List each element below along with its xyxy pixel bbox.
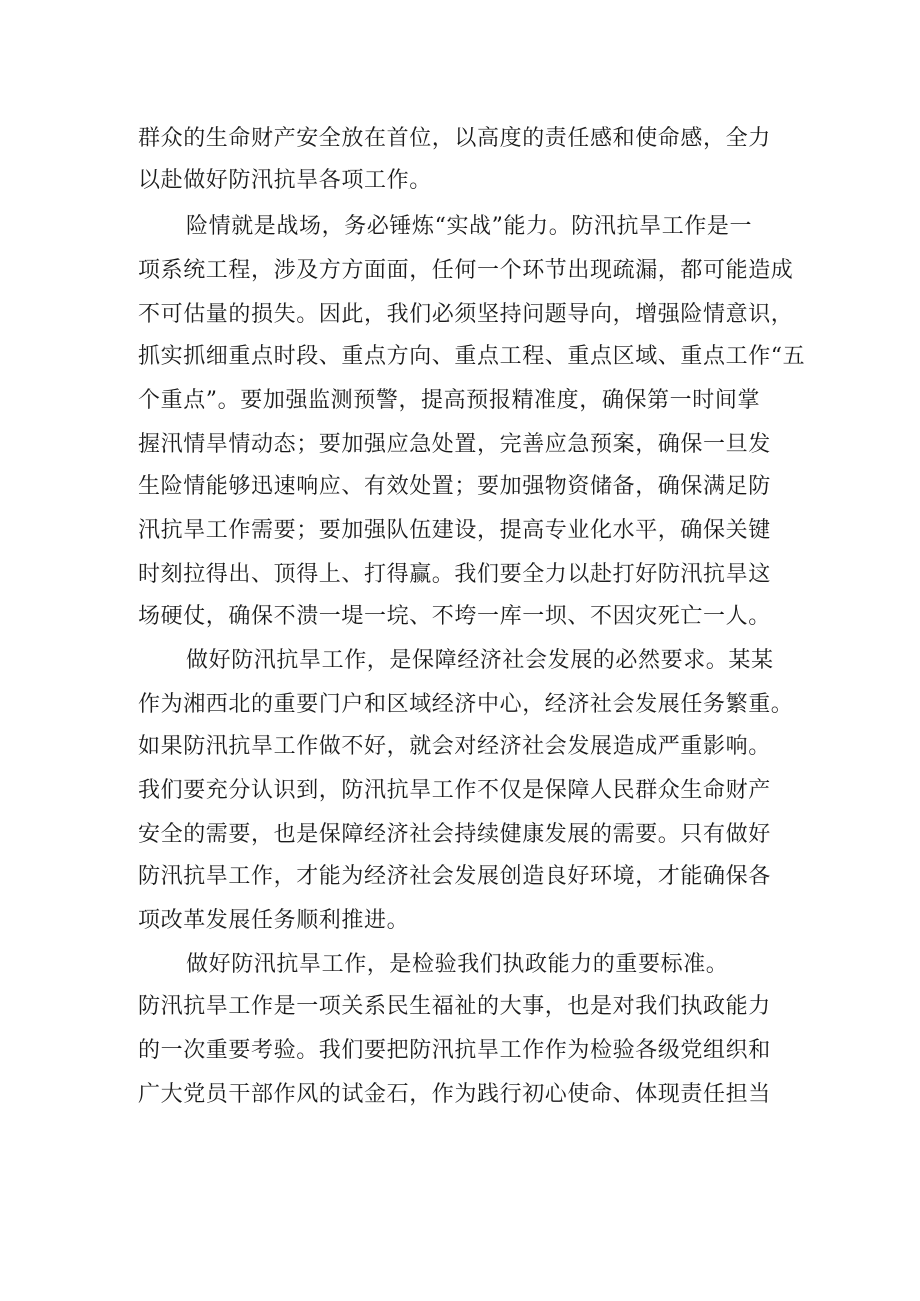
text-line-14: 作为湘西北的重要门户和区域经济中心，经济社会发展任务繁重。	[138, 692, 794, 717]
text-line-7: 个重点”。要加强监测预警，提高预报精准度，确保第一时间掌	[138, 388, 761, 413]
text-line-22: 的一次重要考验。我们要把防汛抗旱工作作为检验各级党组织和	[138, 1038, 771, 1063]
paragraph-first-line: 做好防汛抗旱工作，是检验我们执政能力的重要标准。	[186, 952, 729, 977]
text-line-12: 场硬仗，确保不溃一堤一垸、不垮一库一坝、不因灾死亡一人。	[138, 604, 771, 629]
text-line-18: 防汛抗旱工作，才能为经济社会发展创造良好环境，才能确保各	[138, 864, 771, 889]
text-line-16: 我们要充分认识到，防汛抗旱工作不仅是保障人民群众生命财产	[138, 778, 771, 803]
text-line-9: 生险情能够迅速响应、有效处置；要加强物资储备，确保满足防	[138, 474, 771, 499]
text-line-6: 抓实抓细重点时段、重点方向、重点工程、重点区域、重点工作“五	[138, 344, 806, 369]
text-line-1: 群众的生命财产安全放在首位，以高度的责任感和使命感，全力	[138, 126, 771, 151]
text-line-11: 时刻拉得出、顶得上、打得赢。我们要全力以赴打好防汛抗旱这	[138, 562, 771, 587]
text-line-15: 如果防汛抗旱工作做不好，就会对经济社会发展造成严重影响。	[138, 734, 771, 759]
text-line-21: 防汛抗旱工作是一项关系民生福祉的大事，也是对我们执政能力	[138, 994, 771, 1019]
text-line-2: 以赴做好防汛抗旱各项工作。	[138, 168, 432, 193]
text-line-19: 项改革发展任务顺利推进。	[138, 908, 410, 933]
paragraph-first-line: 险情就是战场，务必锤炼“实战”能力。防汛抗旱工作是一	[186, 214, 753, 239]
paragraph-first-line: 做好防汛抗旱工作，是保障经济社会发展的必然要求。某某	[186, 648, 774, 673]
text-line-10: 汛抗旱工作需要；要加强队伍建设，提高专业化水平，确保关键	[138, 518, 771, 543]
text-line-8: 握汛情旱情动态；要加强应急处置，完善应急预案，确保一旦发	[138, 432, 771, 457]
text-line-5: 不可估量的损失。因此，我们必须坚持问题导向，增强险情意识，	[138, 302, 794, 327]
text-line-4: 项系统工程，涉及方方面面，任何一个环节出现疏漏，都可能造成	[138, 258, 794, 283]
text-line-23: 广大党员干部作风的试金石，作为践行初心使命、体现责任担当	[138, 1082, 771, 1107]
text-line-17: 安全的需要，也是保障经济社会持续健康发展的需要。只有做好	[138, 822, 771, 847]
